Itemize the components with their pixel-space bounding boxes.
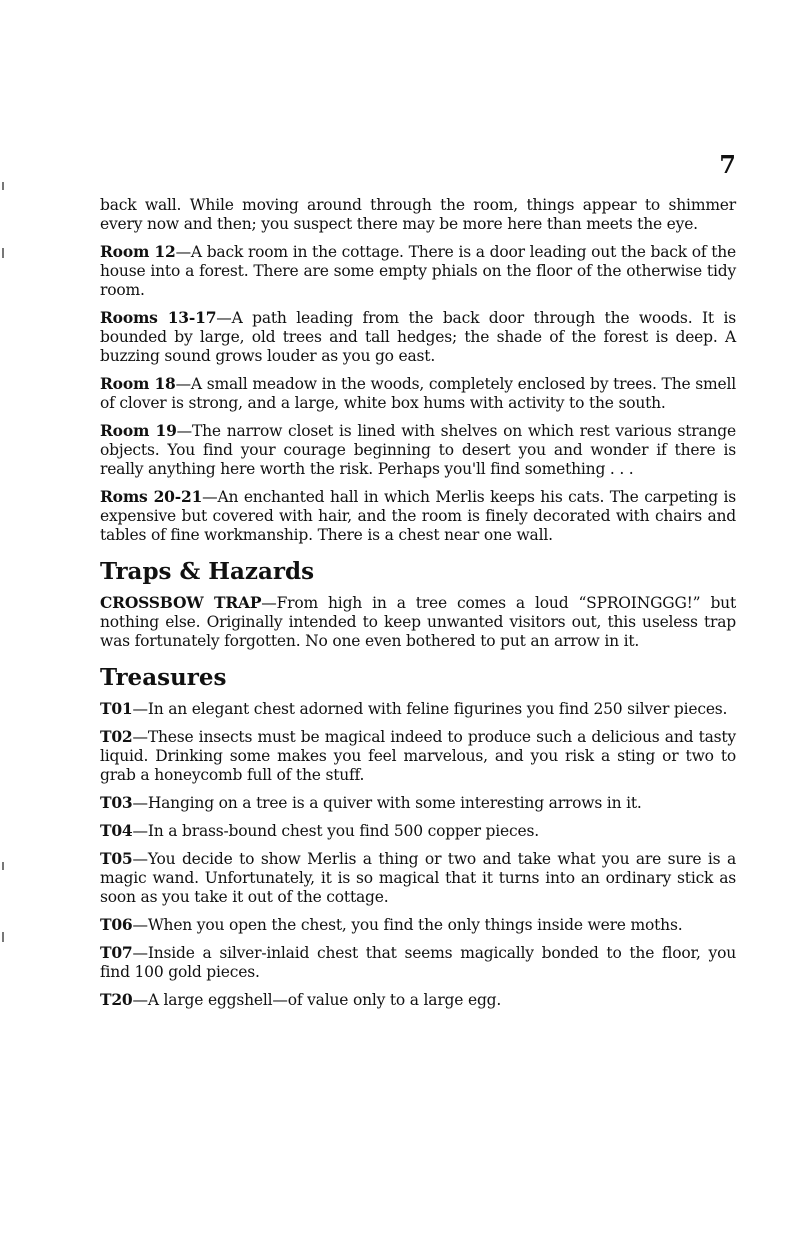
entry-text: —You decide to show Merlis a thing or two and take what you are sure is a magic wand. Unfortunately, it is so magical that it turns into an ordinary stick as soon as you take it out of the cottage.	[100, 850, 736, 906]
entry-text: —In a brass-bound chest you find 500 copper pieces.	[132, 822, 539, 840]
room-entry	[100, 195, 736, 234]
room-entry	[100, 308, 736, 366]
entry-lead: Room 12	[100, 242, 176, 261]
entry-lead: Room 18	[100, 374, 176, 393]
treasure-entry	[100, 849, 736, 907]
entry-text: —A small meadow in the woods, completely enclosed by trees. The smell of clover is strong, and a large, white box hums with activity to the south.	[100, 375, 737, 412]
entry-text: —When you open the chest, you find the only things inside were moths.	[132, 916, 683, 934]
entry-lead: T20	[100, 990, 133, 1009]
room-entry	[100, 242, 736, 300]
entry-lead: T01	[100, 699, 133, 718]
entry-lead: T02	[100, 727, 133, 746]
treasure-entry	[100, 699, 736, 719]
treasure-entry	[100, 821, 736, 841]
scan-mark	[2, 862, 4, 870]
treasure-entry	[100, 943, 736, 982]
traps-heading: Traps & Hazards	[100, 558, 315, 585]
treasure-entry	[100, 793, 736, 813]
entry-text: —Hanging on a tree is a quiver with some interesting arrows in it.	[132, 794, 642, 812]
entry-lead: Rooms 13-17	[100, 308, 217, 327]
entry-lead: Roms 20-21	[100, 487, 203, 506]
entry-lead: T06	[100, 915, 133, 934]
entry-lead: Room 19	[100, 421, 177, 440]
scan-mark	[2, 248, 4, 258]
entry-text: back wall. While moving around through the room, things appear to shimmer every now and then; you suspect there may be more here than meets the eye.	[100, 196, 736, 233]
treasures-heading: Treasures	[100, 664, 227, 691]
page-body	[100, 195, 736, 1018]
entry-text: —From high in a tree comes a loud “SPROINGGG!” but nothing else. Originally intended to keep unwanted visitors out, this useless trap was fortunately forgotten. No one even bothered to put an arrow in it.	[100, 594, 736, 650]
room-entry	[100, 487, 736, 545]
entry-text: —In an elegant chest adorned with feline figurines you find 250 silver pieces.	[132, 700, 728, 718]
entry-text: —These insects must be magical indeed to produce such a delicious and tasty liquid. Drinking some makes you feel marvelous, and you risk a sting or two to grab a honeycomb full of the stuff.	[100, 728, 736, 784]
treasure-entry	[100, 915, 736, 935]
entry-text: —A path leading from the back door through the woods. It is bounded by large, old trees and tall hedges; the shade of the forest is deep. A buzzing sound grows louder as you go east.	[100, 309, 736, 365]
entry-text: —The narrow closet is lined with shelves on which rest various strange objects. You find your courage beginning to desert you and wonder if there is really anything here worth the risk. Perhaps you'll find something . . .	[100, 422, 736, 478]
entry-lead: T03	[100, 793, 133, 812]
room-entry	[100, 421, 736, 479]
page-number: 7	[719, 150, 736, 179]
scan-mark	[2, 932, 4, 942]
entry-text: —A large eggshell—of value only to a large egg.	[132, 991, 502, 1009]
entry-text: —An enchanted hall in which Merlis keeps his cats. The carpeting is expensive but covered with hair, and the room is finely decorated with chairs and tables of fine workmanship. There is a chest near one wall.	[100, 488, 736, 544]
treasure-entry	[100, 990, 736, 1010]
scan-mark	[2, 182, 4, 190]
entry-lead: T04	[100, 821, 133, 840]
entry-text: —Inside a silver-inlaid chest that seems magically bonded to the floor, you find 100 gold pieces.	[100, 944, 736, 981]
entry-lead: T07	[100, 943, 133, 962]
room-entry	[100, 374, 736, 413]
entry-lead: CROSSBOW TRAP	[100, 593, 262, 612]
entry-lead: T05	[100, 849, 133, 868]
trap-entry	[100, 593, 736, 651]
treasure-entry	[100, 727, 736, 785]
entry-text: —A back room in the cottage. There is a door leading out the back of the house into a forest. There are some empty phials on the floor of the otherwise tidy room.	[100, 243, 736, 299]
